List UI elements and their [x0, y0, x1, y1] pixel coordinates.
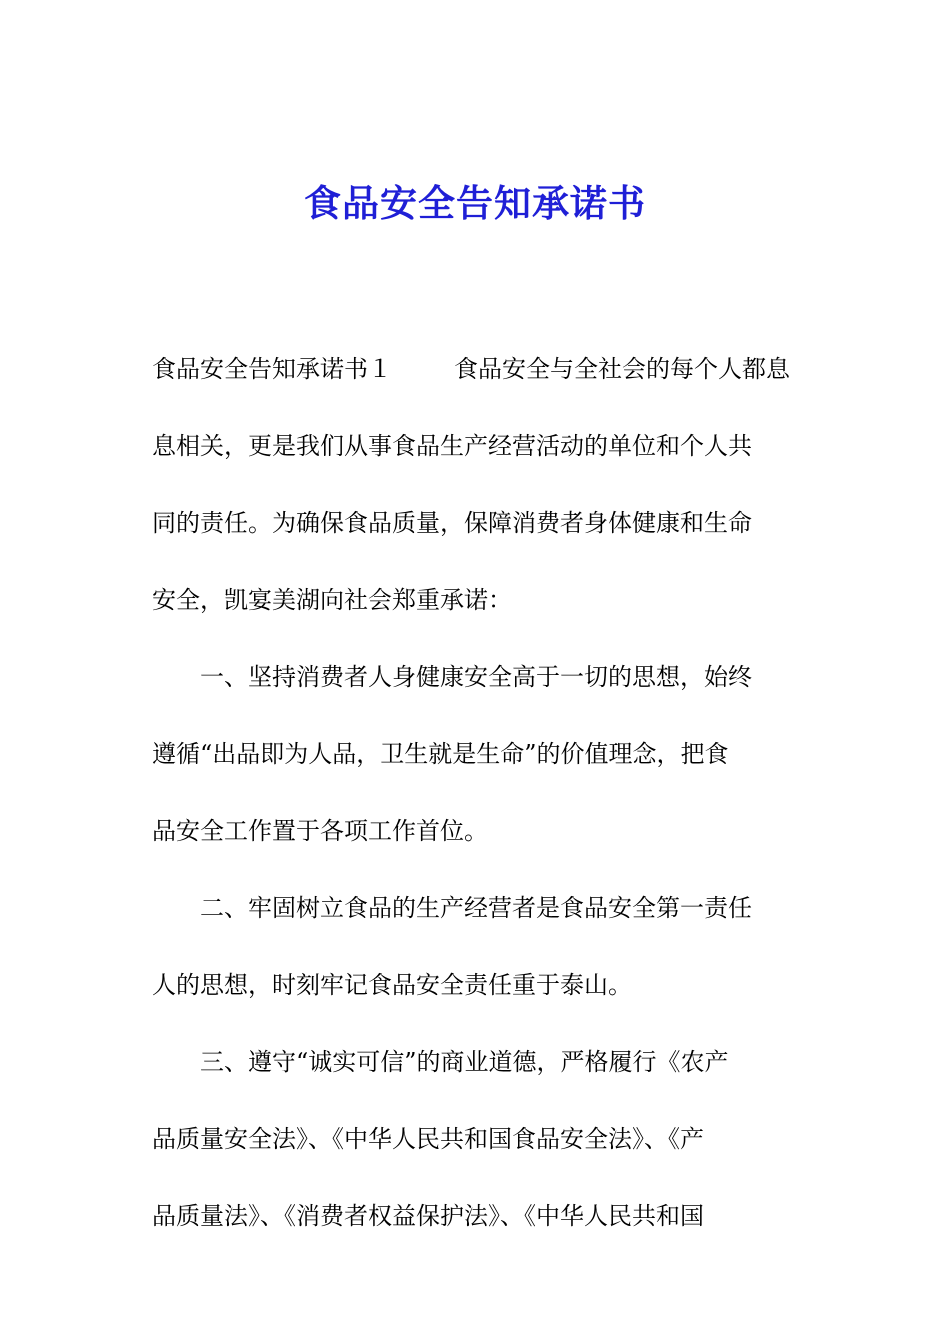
clause-2-line-1: 二、牢固树立食品的生产经营者是食品安全第一责任 [200, 894, 752, 922]
clause-1-line-1: 一、坚持消费者人身健康安全高于一切的思想，始终 [200, 663, 752, 691]
body-line-2: 息相关，更是我们从事食品生产经营活动的单位和个人共 [152, 432, 752, 460]
intro-heading: 食品安全告知承诺书１ [152, 355, 392, 383]
intro-line: 食品安全与全社会的每个人都息 [454, 355, 790, 383]
clause-2-line-2: 人的思想，时刻牢记食品安全责任重于泰山。 [152, 971, 632, 999]
clause-3-line-3: 品质量法》、《消费者权益保护法》、《中华人民共和国 [152, 1202, 704, 1230]
document-body [152, 331, 812, 1255]
body-line-4: 安全，凯宴美湖向社会郑重承诺： [152, 586, 512, 614]
document-title: 食品安全告知承诺书 [304, 181, 646, 225]
clause-1-line-3: 品安全工作置于各项工作首位。 [152, 817, 488, 845]
clause-1-line-2: 遵循“出品即为人品，卫生就是生命”的价值理念，把食 [152, 740, 729, 768]
clause-3-line-2: 品质量安全法》、《中华人民共和国食品安全法》、《产 [152, 1125, 704, 1153]
body-line-1 [152, 331, 812, 408]
body-line-3: 同的责任。为确保食品质量，保障消费者身体健康和生命 [152, 509, 752, 537]
clause-3-line-1: 三、遵守“诚实可信”的商业道德，严格履行《农产 [200, 1048, 729, 1076]
